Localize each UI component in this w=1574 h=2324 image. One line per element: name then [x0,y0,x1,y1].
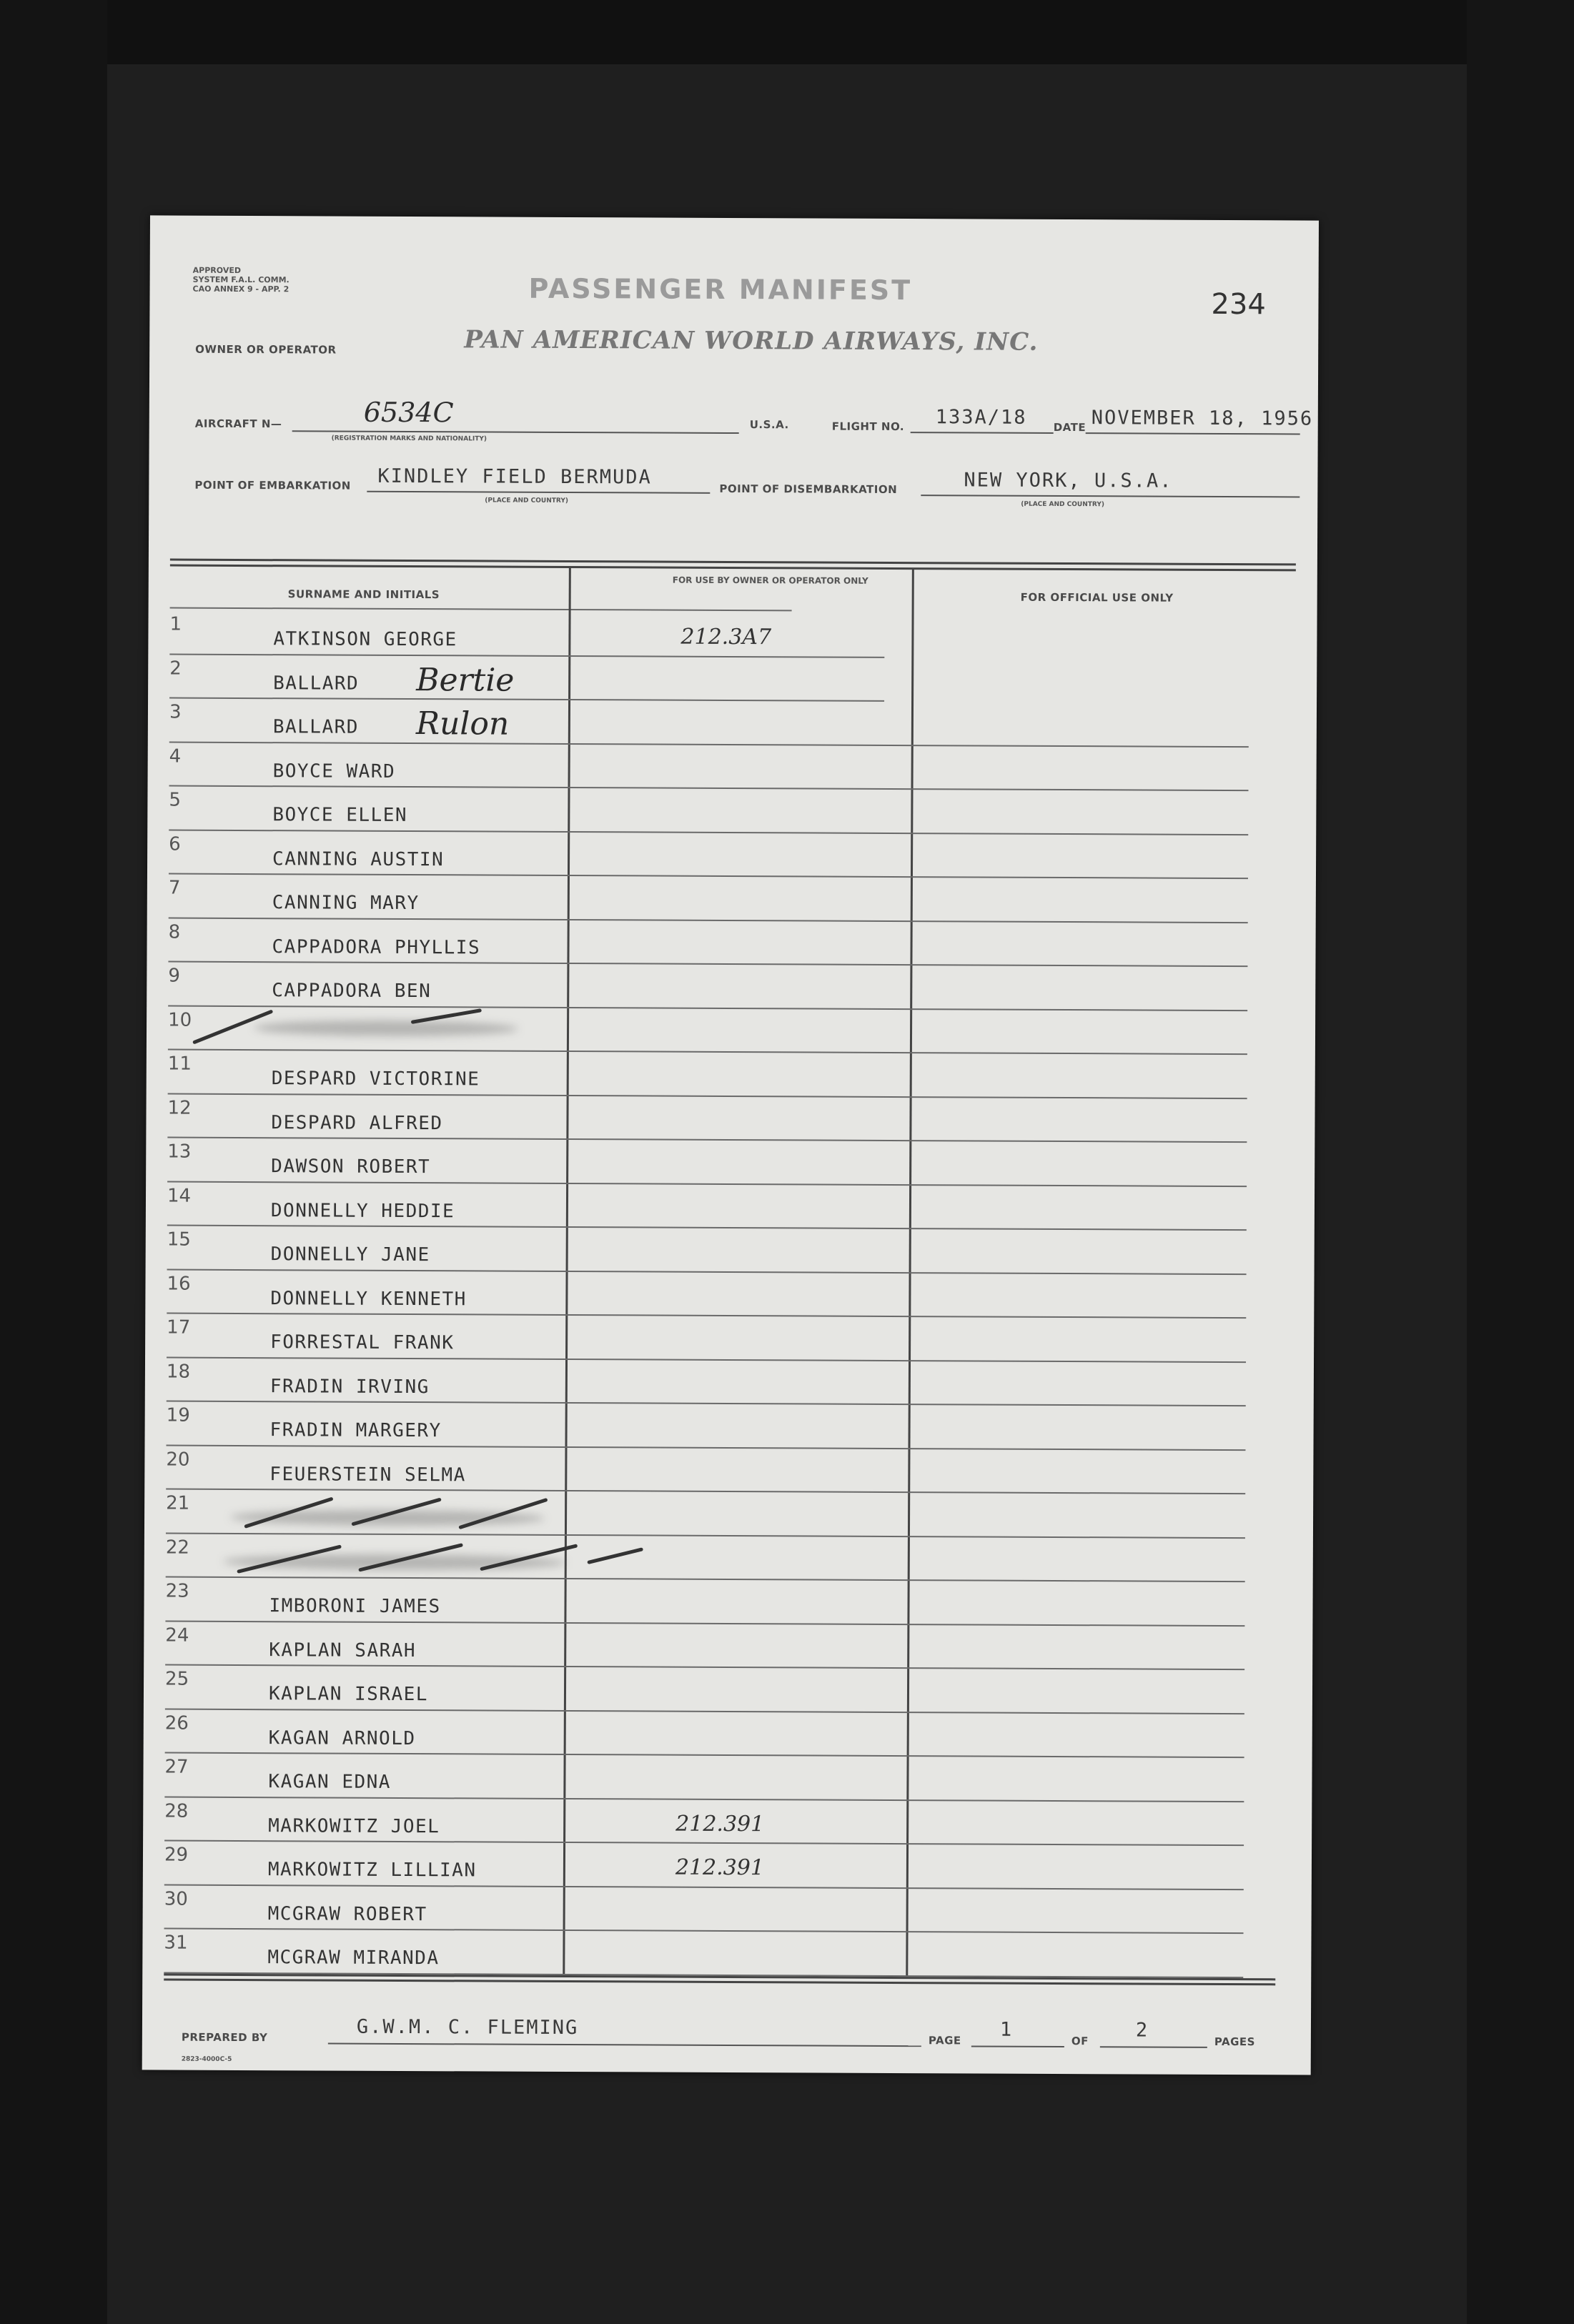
passenger-name: DESPARD ALFRED [271,1111,443,1134]
row-separator [164,1796,1244,1802]
film-border-top [0,0,1574,64]
pages-label: PAGES [1214,2035,1256,2049]
row-number: 22 [165,1536,190,1559]
form-number: 2823-4000C-5 [181,2055,232,2063]
passenger-name: IMBORONI JAMES [269,1595,441,1618]
row-separator [166,1576,1245,1583]
page-underline [971,2045,1064,2047]
row-number: 1 [169,613,182,635]
date-underline [1086,432,1300,434]
passenger-name: CANNING AUSTIN [272,848,445,870]
embarkation-caption: (PLACE AND COUNTRY) [485,497,568,505]
row-number: 29 [164,1844,189,1866]
row-number: 20 [166,1449,190,1471]
row-separator [169,917,1248,923]
row-separator [169,873,1248,880]
flight-underline [911,432,1054,434]
row-number: 8 [168,921,181,943]
row-separator [167,1268,1247,1275]
col-header-owner: FOR USE BY OWNER OR OPERATOR ONLY [672,575,868,586]
passenger-name: BOYCE ELLEN [272,804,408,827]
row-separator [169,697,884,702]
disembarkation-value: NEW YORK, U.S.A. [964,469,1173,492]
aircraft-value: 6534C [363,396,454,429]
row-number: 26 [164,1712,189,1734]
row-separator [169,653,884,657]
row-number: 15 [167,1228,191,1251]
registration-caption: (REGISTRATION MARKS AND NATIONALITY) [331,434,487,443]
owner-value: PAN AMERICAN WORLD AIRWAYS, INC. [464,325,1039,357]
passenger-name: KAGAN ARNOLD [268,1727,416,1749]
page-label: PAGE [928,2034,961,2047]
col-header-official: FOR OFFICIAL USE ONLY [1020,590,1174,605]
row-number: 7 [168,877,181,899]
owner-label: OWNER OR OPERATOR [195,342,337,357]
row-number: 5 [169,789,182,811]
row-number: 10 [168,1009,192,1031]
operator-code: 212.391 [675,1854,765,1881]
passenger-name: DONNELLY KENNETH [270,1287,467,1310]
row-separator [168,1049,1247,1056]
row-separator [166,1444,1245,1451]
passenger-name: CANNING MARY [272,892,420,915]
passenger-name: MARKOWITZ JOEL [268,1814,440,1837]
row-number: 28 [164,1800,189,1822]
of-value: 2 [1135,2019,1149,2042]
film-border-right [1467,0,1574,2324]
film-border-left [0,0,107,2324]
of-underline [1100,2046,1207,2048]
row-separator [167,1225,1247,1231]
passenger-name: BALLARD [272,716,360,738]
row-number: 27 [164,1756,189,1778]
aircraft-underline [292,430,739,434]
approval-line: CAO ANNEX 9 - APP. 2 [192,284,289,294]
row-separator [164,1928,1244,1935]
operator-code: 212.3A7 [680,624,772,650]
passenger-name: FRADIN MARGERY [269,1419,442,1442]
row-number: 30 [164,1888,188,1910]
operator-code: 212.391 [675,1811,765,1837]
prepared-by-underline [328,2043,921,2047]
page-value: 1 [999,2018,1014,2041]
document-title: PASSENGER MANIFEST [528,272,913,307]
row-separator [168,1005,1247,1011]
row-separator [167,1356,1246,1363]
disembarkation-underline [921,495,1300,497]
row-number: 17 [167,1316,191,1339]
passenger-name: FRADIN IRVING [269,1375,430,1398]
row-separator [167,1313,1246,1319]
embarkation-underline [367,491,710,494]
passenger-name: DONNELLY HEDDIE [270,1199,455,1222]
embarkation-label: POINT OF EMBARKATION [194,478,351,492]
passenger-name: FORRESTAL FRANK [270,1331,455,1354]
flight-label: FLIGHT NO. [831,419,905,434]
nationality-label: U.S.A. [749,418,789,432]
row-number: 11 [167,1053,192,1075]
passenger-name: FEUERSTEIN SELMA [269,1463,466,1486]
header-bottom-line [170,607,792,612]
row-number: 19 [166,1404,190,1426]
row-separator [169,829,1248,835]
strikeout-stroke [587,1547,643,1564]
prepared-by-value: G.W.M. C. FLEMING [356,2015,579,2040]
prepared-by-label: PREPARED BY [181,2030,268,2045]
row-number: 3 [169,701,182,723]
passenger-name: MCGRAW MIRANDA [267,1947,440,1970]
row-number: 2 [169,657,182,680]
aircraft-label: AIRCRAFT N— [194,417,282,431]
passenger-name: KAPLAN SARAH [269,1639,417,1662]
date-label: DATE [1053,420,1087,434]
row-separator [167,1181,1247,1187]
passenger-name: ATKINSON GEORGE [273,628,457,651]
passenger-name: KAPLAN ISRAEL [268,1683,429,1706]
passenger-name: DESPARD VICTORINE [271,1068,480,1091]
row-number: 4 [169,745,182,768]
table-top-rule [170,565,1296,572]
row-separator [168,1093,1247,1099]
passenger-name: MARKOWITZ LILLIAN [267,1859,477,1882]
row-number: 21 [166,1492,190,1514]
row-number: 25 [165,1668,189,1690]
manifest-document [142,215,1319,2075]
row-number: 14 [167,1185,192,1207]
row-number: 6 [169,833,181,855]
passenger-name: BALLARD [273,672,360,695]
disembarkation-caption: (PLACE AND COUNTRY) [1021,500,1104,509]
handwritten-given-name: Rulon [415,705,510,743]
row-separator [165,1708,1244,1714]
passenger-name: CAPPADORA PHYLLIS [272,935,481,958]
row-separator [165,1752,1244,1759]
page-stamp-number: 234 [1211,287,1266,322]
row-separator [167,1401,1246,1407]
passenger-name: DAWSON ROBERT [271,1156,431,1178]
row-number: 31 [164,1932,188,1954]
row-number: 9 [168,965,180,987]
approval-line: SYSTEM F.A.L. COMM. [192,274,289,285]
row-separator [166,1489,1245,1495]
row-separator [169,785,1249,792]
row-separator [164,1884,1244,1890]
approval-line: APPROVED [192,265,242,275]
row-separator [169,741,1249,748]
row-number: 12 [167,1097,192,1119]
row-separator [164,1840,1244,1847]
row-separator [168,961,1247,968]
passenger-name: CAPPADORA BEN [272,980,432,1003]
row-number: 24 [165,1624,189,1647]
row-separator [167,1137,1247,1143]
of-label: OF [1071,2035,1089,2048]
row-separator [165,1620,1244,1627]
passenger-name: MCGRAW ROBERT [267,1902,427,1925]
disembarkation-label: POINT OF DISEMBARKATION [719,482,898,496]
embarkation-value: KINDLEY FIELD BERMUDA [377,465,652,489]
row-number: 18 [166,1361,191,1383]
approval-stamp [193,266,289,294]
row-separator [165,1664,1244,1671]
passenger-name: BOYCE WARD [272,760,396,783]
passenger-name: DONNELLY JANE [270,1243,430,1266]
strikeout-smudge [254,1020,518,1037]
passenger-name: KAGAN EDNA [268,1771,392,1793]
flight-value: 133A/18 [935,406,1027,429]
row-number: 16 [167,1273,191,1295]
row-number: 23 [165,1580,189,1602]
handwritten-given-name: Bertie [416,661,515,699]
col-header-name: SURNAME AND INITIALS [287,587,440,602]
date-value: NOVEMBER 18, 1956 [1091,407,1314,430]
row-number: 13 [167,1141,192,1163]
row-separator [166,1532,1245,1539]
